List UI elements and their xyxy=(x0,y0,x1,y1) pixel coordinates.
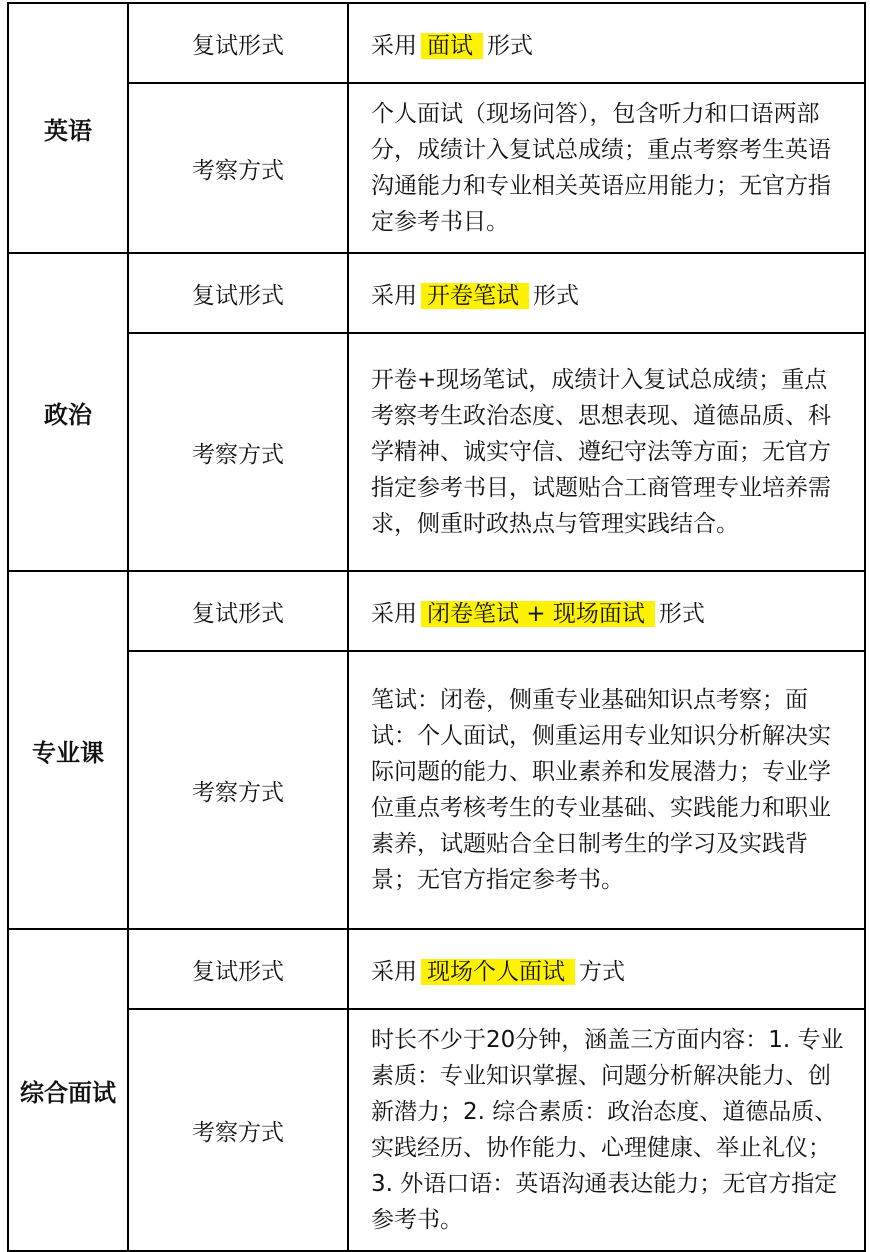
form-value xyxy=(348,571,865,651)
method-text: 笔试：闭卷，侧重专业基础知识点考察；面试：个人面试，侧重运用专业知识分析解决实际问题的能力、职业素养和发展潜力；专业学位重点考核考生的专业基础、实践能力和职业素养，试题贴合全日制考生的学习及实践背景；无官方指定参考书。 xyxy=(348,651,865,929)
method-text: 时长不少于20分钟，涵盖三方面内容：1. 专业素质：专业知识掌握、问题分析解决能力、创新潜力；2. 综合素质：政治态度、道德品质、实践经历、协作能力、心理健康、举止礼仪；3. 外语口语：英语沟通表达能力；无官方指定参考书。 xyxy=(348,1009,865,1251)
form-suffix: 形式 xyxy=(487,32,533,59)
form-suffix: 形式 xyxy=(658,600,705,627)
form-value xyxy=(348,929,865,1009)
table-row xyxy=(8,83,865,253)
form-value xyxy=(348,3,865,83)
table-row xyxy=(8,333,865,571)
table-row xyxy=(8,1009,865,1251)
retest-table xyxy=(7,2,866,1252)
form-highlight: 闭卷笔试 + 现场面试 xyxy=(421,601,655,627)
form-prefix: 采用 xyxy=(371,600,417,627)
table-row xyxy=(8,253,865,333)
form-prefix: 采用 xyxy=(371,32,417,59)
method-label: 考察方式 xyxy=(128,333,348,571)
table-row xyxy=(8,651,865,929)
form-highlight: 开卷笔试 xyxy=(421,283,529,309)
form-suffix: 方式 xyxy=(579,958,625,985)
form-highlight: 面试 xyxy=(421,33,483,59)
table-row xyxy=(8,571,865,651)
subject-cell-professional: 专业课 xyxy=(8,571,128,929)
method-text: 开卷+现场笔试，成绩计入复试总成绩；重点考察考生政治态度、思想表现、道德品质、科学精神、诚实守信、遵纪守法等方面；无官方指定参考书目，试题贴合工商管理专业培养需求，侧重时政热点与管理实践结合。 xyxy=(348,333,865,571)
form-prefix: 采用 xyxy=(371,282,417,309)
form-highlight: 现场个人面试 xyxy=(421,959,575,985)
subject-cell-interview: 综合面试 xyxy=(8,929,128,1251)
form-value xyxy=(348,253,865,333)
form-label: 复试形式 xyxy=(128,3,348,83)
form-label: 复试形式 xyxy=(128,929,348,1009)
form-label: 复试形式 xyxy=(128,253,348,333)
form-label: 复试形式 xyxy=(128,571,348,651)
method-label: 考察方式 xyxy=(128,651,348,929)
table-row xyxy=(8,929,865,1009)
subject-cell-english: 英语 xyxy=(8,3,128,253)
form-prefix: 采用 xyxy=(371,958,417,985)
method-label: 考察方式 xyxy=(128,83,348,253)
form-suffix: 形式 xyxy=(533,282,579,309)
table-row xyxy=(8,3,865,83)
subject-cell-politics: 政治 xyxy=(8,253,128,571)
method-label: 考察方式 xyxy=(128,1009,348,1251)
method-text: 个人面试（现场问答），包含听力和口语两部分，成绩计入复试总成绩；重点考察考生英语沟通能力和专业相关英语应用能力；无官方指定参考书目。 xyxy=(348,83,865,253)
